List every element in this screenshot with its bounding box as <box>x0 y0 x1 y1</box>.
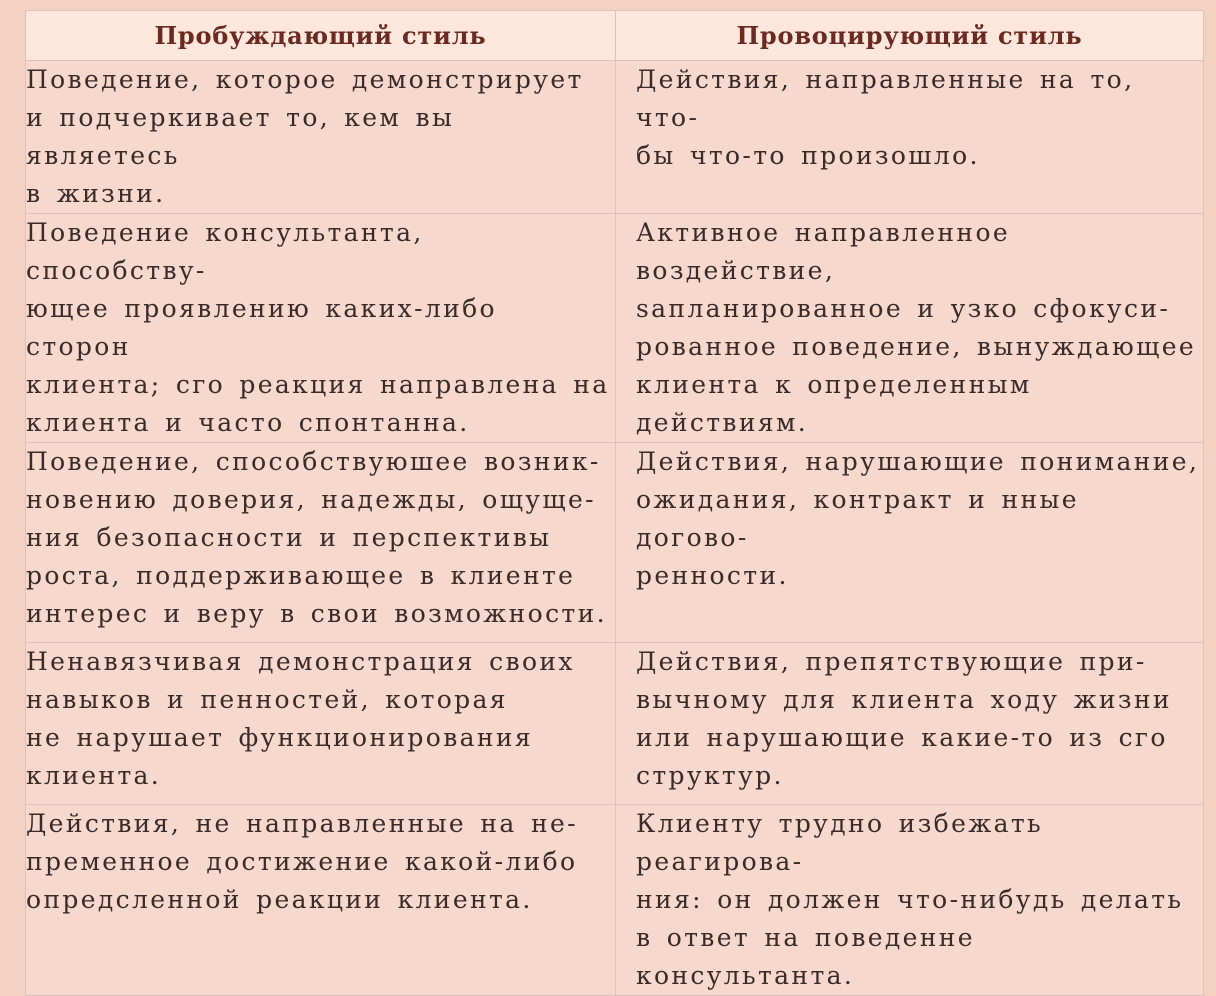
table-row <box>26 805 1204 996</box>
table-row <box>26 443 1204 643</box>
arousing-cell: Поведение консультанта, способству- ющее проявлению каких-либо сторон клиента; сго реакция направлена на клиента и часто спонтанна. <box>26 214 616 443</box>
arousing-cell: Поведение, способствуюшее возник- новению доверия, надежды, ощуще- ния безопасности и перспективы роста, поддерживающее в клиенте интерес и веру в свои возможности. <box>26 443 616 643</box>
arousing-cell: Поведение, которое демонстрирует и подчеркивает то, кем вы являетесь в жизни. <box>26 61 616 214</box>
provoking-cell: Действия, нарушающие понимание, ожидания, контракт и нные догово- ренности. <box>616 443 1204 643</box>
provoking-cell: Активное направленное воздействие, sапланированное и узко сфокуси- рованное поведение, вынуждающее клиента к определенным действиям. <box>616 214 1204 443</box>
provoking-cell: Действия, направленные на то, что- бы что-то произошло. <box>616 61 1204 214</box>
table-row <box>26 214 1204 443</box>
arousing-cell: Действия, не направленные на не- пременное достижение какой-либо опредсленной реакции клиента. <box>26 805 616 996</box>
header-provoking-style: Провоцирующий стиль <box>616 11 1204 61</box>
table-row <box>26 643 1204 805</box>
table-row <box>26 61 1204 214</box>
header-arousing-style: Пробуждающий стиль <box>26 11 616 61</box>
header-row <box>26 11 1204 61</box>
comparison-table <box>25 10 1204 996</box>
arousing-cell: Ненавязчивая демонстрация своих навыков и пенностей, которая не нарушает функционирования клиента. <box>26 643 616 805</box>
provoking-cell: Действия, препятствующие при- вычному для клиента ходу жизни или нарушающие какие-то из сго структур. <box>616 643 1204 805</box>
provoking-cell: Клиенту трудно избежать реагирова- ния: он должен что-нибудь делать в ответ на поведенне консультанта. <box>616 805 1204 996</box>
